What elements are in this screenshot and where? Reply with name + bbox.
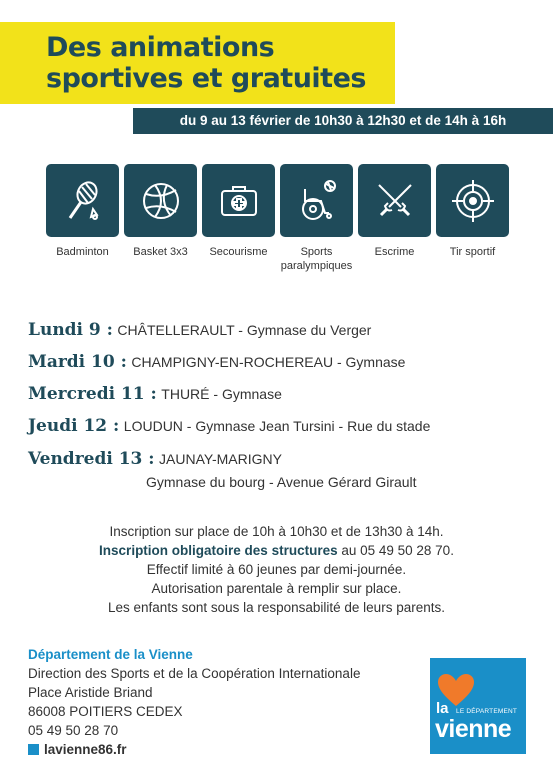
title-line-2: sportives et gratuites <box>46 63 366 94</box>
department-line: Direction des Sports et de la Coopération Internationale <box>28 666 361 681</box>
department-postcode: 86008 POITIERS CEDEX <box>28 704 183 719</box>
first-aid-kit-icon <box>202 164 275 237</box>
schedule-place-line-2: Gymnase du bourg - Avenue Gérard Girault <box>146 474 417 490</box>
activity-label: Badminton <box>56 246 109 258</box>
activity-escrime <box>358 164 431 259</box>
schedule-place: LOUDUN - Gymnase Jean Tursini - Rue du stade <box>123 418 431 434</box>
info-line <box>0 541 553 560</box>
department-phone: 05 49 50 28 70 <box>28 723 119 738</box>
website-link[interactable] <box>28 740 360 759</box>
schedule-place: CHÂTELLERAULT - Gymnase du Verger <box>117 322 372 338</box>
badminton-racket-icon <box>46 164 119 237</box>
website-text: lavienne86.fr <box>44 742 127 757</box>
crossed-swords-icon <box>358 164 431 237</box>
info-phone: au 05 49 50 28 70. <box>337 543 454 558</box>
schedule-place: CHAMPIGNY-EN-ROCHEREAU - Gymnase <box>131 354 406 370</box>
dates-band: du 9 au 13 février de 10h30 à 12h30 et de 14h à 16h <box>133 108 553 134</box>
activity-badminton <box>46 164 119 259</box>
activity-basket <box>124 164 197 259</box>
wheelchair-icon <box>280 164 353 237</box>
schedule-day: Jeudi 12 : <box>28 416 120 436</box>
schedule-day: Mercredi 11 : <box>28 384 157 404</box>
basketball-icon <box>124 164 197 237</box>
info-strong: Inscription obligatoire des structures <box>99 543 338 558</box>
schedule-row <box>28 352 405 372</box>
info-line: Inscription sur place de 10h à 10h30 et de 13h30 à 14h. <box>109 524 444 539</box>
schedule-row <box>28 384 282 404</box>
logo-vienne: vienne <box>435 715 512 743</box>
target-icon <box>436 164 509 237</box>
activity-label: Sports paralympiques <box>280 246 353 272</box>
schedule-row <box>28 416 430 436</box>
la-vienne-logo <box>430 658 526 754</box>
info-line: Autorisation parentale à remplir sur place. <box>151 581 402 596</box>
department-address: Place Aristide Briand <box>28 685 153 700</box>
activity-label: Tir sportif <box>449 246 496 258</box>
square-bullet-icon <box>28 744 39 755</box>
schedule-place: JAUNAY-MARIGNY <box>159 451 282 467</box>
info-line: Les enfants sont sous la responsabilité de leurs parents. <box>108 600 445 615</box>
schedule-day: Mardi 10 : <box>28 352 127 372</box>
registration-info <box>0 522 553 617</box>
activity-label: Basket 3x3 <box>133 246 188 258</box>
schedule-place: THURÉ - Gymnase <box>161 386 282 402</box>
logo-la: la <box>436 700 449 717</box>
department-name: Département de la Vienne <box>28 647 193 662</box>
activity-label: Secourisme <box>209 246 268 258</box>
activity-label: Escrime <box>374 246 415 258</box>
info-line: Effectif limité à 60 jeunes par demi-journée. <box>146 562 407 577</box>
activity-paralympiques <box>280 164 353 273</box>
schedule-day: Lundi 9 : <box>28 320 113 340</box>
schedule-row <box>28 449 417 490</box>
schedule-day: Vendredi 13 : <box>28 449 155 469</box>
title-line-1: Des animations <box>46 32 275 63</box>
activity-secourisme <box>202 164 275 259</box>
activity-tir <box>436 164 509 259</box>
page-title <box>46 32 366 94</box>
schedule-row <box>28 320 371 340</box>
department-contact <box>28 645 360 759</box>
logo-small-text: LE DÉPARTEMENT <box>456 708 518 715</box>
